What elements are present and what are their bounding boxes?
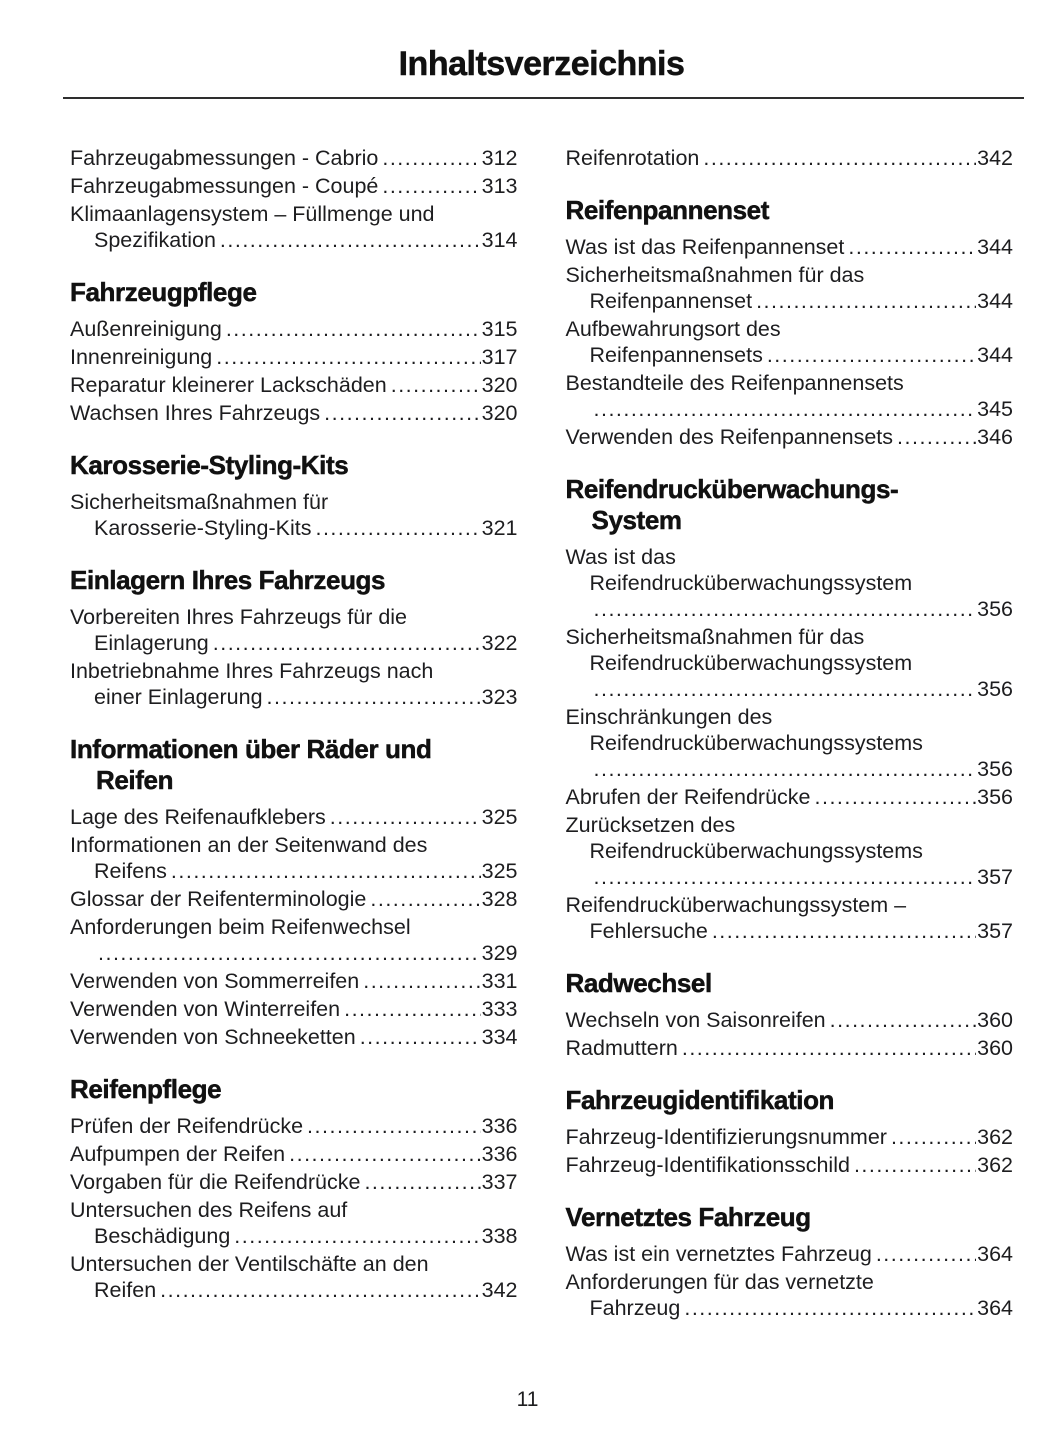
toc-entry-line [70, 858, 518, 884]
dot-leader [594, 596, 977, 622]
toc-entry [566, 1269, 1014, 1321]
dot-leader [213, 630, 481, 656]
toc-entry-page-number: 329 [481, 941, 518, 965]
dot-leader [226, 316, 481, 342]
dot-leader [220, 227, 481, 253]
toc-entry-text: Reifen [94, 1278, 157, 1302]
dot-leader [684, 1295, 976, 1321]
toc-entry-line [70, 1024, 518, 1050]
toc-entry-line [70, 1223, 518, 1249]
toc-entry-line [566, 1124, 1014, 1150]
toc-entry-line [70, 1141, 518, 1167]
toc-entry-text: Verwenden des Reifenpannensets [565, 425, 894, 449]
toc-entry [566, 234, 1014, 260]
toc-entry-line [566, 730, 1014, 756]
toc-entry [70, 372, 518, 398]
toc-entry-page-number: 323 [481, 685, 518, 709]
toc-entry-text: Verwenden von Sommerreifen [70, 969, 360, 993]
toc-entry-line [566, 234, 1014, 260]
toc-entry-text: Bestandteile des Reifenpannensets [565, 371, 904, 395]
toc-entry-line [566, 544, 1014, 570]
toc-entry-page-number: 336 [481, 1114, 518, 1138]
toc-entry [70, 886, 518, 912]
toc-entry-text: Reparatur kleinerer Lackschäden [70, 373, 387, 397]
dot-leader [594, 756, 977, 782]
toc-entry [566, 704, 1014, 782]
toc-entry-text: Reifenpannenset [589, 289, 753, 313]
toc-entry-text: Zurücksetzen des [565, 813, 736, 837]
dot-leader [594, 396, 977, 422]
toc-entry-line [70, 145, 518, 171]
toc-entry-page-number: 344 [977, 343, 1013, 367]
toc-entry-page-number: 336 [481, 1142, 518, 1166]
dot-leader [767, 342, 976, 368]
toc-entry-line [70, 604, 518, 630]
toc-entry-text: Sicherheitsmaßnahmen für [70, 490, 329, 514]
section-heading-line: Reifenpannenset [565, 195, 769, 225]
section-heading [70, 1074, 518, 1105]
toc-entry [70, 968, 518, 994]
toc-entry-page-number: 334 [481, 1025, 518, 1049]
dot-leader [364, 1169, 480, 1195]
toc-entry-page-number: 356 [977, 757, 1013, 781]
toc-entry-text: Reifendrucküberwachungssystem [589, 571, 913, 595]
section-heading [70, 277, 518, 308]
toc-entry-line [70, 489, 518, 515]
toc-entry [70, 604, 518, 656]
toc-entry-text: Beschädigung [94, 1224, 231, 1248]
toc-entry-line [566, 650, 1014, 676]
section-heading [566, 968, 1014, 999]
toc-entry-page-number: 320 [481, 373, 518, 397]
toc-entry-text: Anforderungen beim Reifenwechsel [70, 915, 411, 939]
dot-leader [315, 515, 480, 541]
toc-entry [70, 316, 518, 342]
toc-section [566, 145, 1014, 171]
toc-entry [566, 262, 1014, 314]
toc-entry [70, 173, 518, 199]
toc-entry-page-number: 364 [977, 1296, 1013, 1320]
toc-entry-page-number: 357 [977, 865, 1013, 889]
toc-entry-line [566, 704, 1014, 730]
dot-leader [382, 145, 480, 171]
toc-entry-line [70, 1169, 518, 1195]
toc-entry-text: Was ist ein vernetztes Fahrzeug [565, 1242, 872, 1266]
toc-entry [566, 1124, 1014, 1150]
toc-section [566, 1202, 1014, 1321]
toc-entry-line [566, 1241, 1014, 1267]
toc-entry-line [566, 918, 1014, 944]
dot-leader [363, 968, 480, 994]
toc-entry-page-number: 356 [977, 677, 1013, 701]
toc-entry-page-number: 338 [481, 1224, 518, 1248]
toc-entry-line [70, 940, 518, 966]
dot-leader [876, 1241, 976, 1267]
toc-entry-page-number: 356 [977, 597, 1013, 621]
toc-entry-line [70, 658, 518, 684]
toc-entry-text: Was ist das Reifenpannenset [565, 235, 845, 259]
toc-entry-text: Wechseln von Saisonreifen [565, 1008, 826, 1032]
toc-entry [566, 1035, 1014, 1061]
toc-entry-text: Vorbereiten Ihres Fahrzeugs für die [70, 605, 408, 629]
toc-section [70, 277, 518, 426]
toc-entry [70, 804, 518, 830]
dot-leader [370, 886, 480, 912]
toc-entry-line [566, 570, 1014, 596]
section-heading-line: Fahrzeugpflege [70, 277, 257, 307]
toc-entry-line [70, 1251, 518, 1277]
toc-entry [70, 201, 518, 253]
toc-entry-text: Reifenrotation [565, 146, 700, 170]
toc-entry [70, 489, 518, 541]
toc-entry-page-number: 325 [481, 859, 518, 883]
toc-entry [566, 812, 1014, 890]
toc-entry-text: Inbetriebnahme Ihres Fahrzeugs nach [70, 659, 434, 683]
toc-entry [566, 370, 1014, 422]
dot-leader [391, 372, 481, 398]
toc-entry-text: Einschränkungen des [565, 705, 773, 729]
toc-section [566, 968, 1014, 1061]
toc-entry-text: Fahrzeug-Identifikationsschild [565, 1153, 850, 1177]
section-heading-line: System [591, 505, 682, 535]
toc-entry-line [566, 1007, 1014, 1033]
dot-leader [891, 1124, 976, 1150]
toc-entry-line [566, 316, 1014, 342]
toc-entry-text: Verwenden von Winterreifen [70, 997, 341, 1021]
toc-entry [566, 1152, 1014, 1178]
toc-entry-text: Verwenden von Schneeketten [70, 1025, 356, 1049]
toc-entry [566, 544, 1014, 622]
toc-entry-text: Fahrzeugabmessungen - Coupé [70, 174, 379, 198]
toc-entry [566, 145, 1014, 171]
toc-entry-line [70, 1277, 518, 1303]
toc-left-column [70, 145, 518, 1323]
toc-columns [70, 145, 1013, 1323]
toc-entry-line [70, 914, 518, 940]
dot-leader [160, 1277, 480, 1303]
toc-entry [566, 1007, 1014, 1033]
dot-leader [594, 864, 977, 890]
toc-entry-line [70, 344, 518, 370]
toc-entry-text: Anforderungen für das vernetzte [565, 1270, 874, 1294]
dot-leader [330, 804, 481, 830]
toc-entry-line [566, 812, 1014, 838]
toc-entry-text: Außenreinigung [70, 317, 222, 341]
section-heading [566, 195, 1014, 226]
toc-entry-line [70, 227, 518, 253]
toc-entry [70, 832, 518, 884]
toc-entry [70, 344, 518, 370]
toc-entry-line [70, 173, 518, 199]
section-heading [566, 474, 1014, 536]
toc-entry-text: Informationen an der Seitenwand des [70, 833, 428, 857]
toc-entry-text: Spezifikation [94, 228, 216, 252]
toc-entry-page-number: 317 [481, 345, 518, 369]
toc-entry-line [70, 515, 518, 541]
page-number: 11 [516, 1388, 539, 1411]
toc-entry-text: Was ist das [565, 545, 676, 569]
toc-entry-text: Untersuchen des Reifens auf [70, 1198, 348, 1222]
toc-entry-page-number: 337 [481, 1170, 518, 1194]
section-heading-line: Radwechsel [565, 968, 712, 998]
section-heading [70, 565, 518, 596]
toc-entry [566, 424, 1014, 450]
toc-entry-text: Lage des Reifenaufklebers [70, 805, 326, 829]
toc-entry-text: Fehlersuche [589, 919, 708, 943]
toc-entry-line [70, 1113, 518, 1139]
toc-section [566, 195, 1014, 450]
section-heading-line: Reifenpflege [70, 1074, 222, 1104]
toc-entry-text: Prüfen der Reifendrücke [70, 1114, 304, 1138]
toc-section [70, 734, 518, 1050]
toc-entry [566, 624, 1014, 702]
toc-section [566, 474, 1014, 944]
toc-entry [566, 784, 1014, 810]
toc-entry [70, 658, 518, 710]
toc-entry-page-number: 345 [977, 397, 1013, 421]
dot-leader [98, 940, 481, 966]
section-heading [566, 1085, 1014, 1116]
toc-entry-text: Radmuttern [565, 1036, 678, 1060]
title-divider [63, 97, 1024, 99]
toc-entry-text: Innenreinigung [70, 345, 213, 369]
toc-entry-page-number: 315 [481, 317, 518, 341]
toc-entry-page-number: 344 [977, 235, 1013, 259]
toc-entry [566, 1241, 1014, 1267]
dot-leader [756, 288, 976, 314]
toc-entry-text: Reifens [94, 859, 167, 883]
dot-leader [854, 1152, 976, 1178]
toc-entry-line [566, 288, 1014, 314]
toc-entry-line [566, 370, 1014, 396]
toc-entry-line [70, 832, 518, 858]
toc-entry-text: Fahrzeug-Identifizierungsnummer [565, 1125, 887, 1149]
toc-entry-line [566, 342, 1014, 368]
toc-entry-text: Abrufen der Reifendrücke [565, 785, 811, 809]
dot-leader [830, 1007, 976, 1033]
dot-leader [382, 173, 480, 199]
page-header [70, 44, 1013, 99]
section-heading [70, 734, 518, 796]
section-heading-line: Einlagern Ihres Fahrzeugs [70, 565, 386, 595]
toc-entry-line [566, 596, 1014, 622]
toc-entry [70, 1113, 518, 1139]
toc-entry-page-number: 360 [977, 1008, 1013, 1032]
toc-entry-page-number: 364 [977, 1242, 1013, 1266]
toc-entry-line [566, 864, 1014, 890]
toc-section [566, 1085, 1014, 1178]
toc-entry [566, 892, 1014, 944]
dot-leader [360, 1024, 481, 1050]
toc-entry-text: Glossar der Reifenterminologie [70, 887, 367, 911]
toc-entry-page-number: 320 [481, 401, 518, 425]
section-heading-line: Karosserie-Styling-Kits [70, 450, 349, 480]
section-heading [70, 450, 518, 481]
toc-section [70, 450, 518, 541]
toc-entry-text: einer Einlagerung [94, 685, 263, 709]
dot-leader [216, 344, 480, 370]
section-heading-line: Reifendrucküberwachungs- [565, 474, 899, 504]
dot-leader [848, 234, 976, 260]
toc-entry-page-number: 344 [977, 289, 1013, 313]
toc-entry-page-number: 313 [481, 174, 518, 198]
toc-entry-line [566, 1295, 1014, 1321]
toc-entry-line [70, 804, 518, 830]
toc-entry-page-number: 362 [977, 1125, 1013, 1149]
dot-leader [897, 424, 976, 450]
toc-entry-line [566, 262, 1014, 288]
section-heading-line: Informationen über Räder und [70, 734, 432, 764]
toc-entry-page-number: 322 [481, 631, 518, 655]
toc-entry-text: Untersuchen der Ventilschäfte an den [70, 1252, 429, 1276]
toc-entry-page-number: 321 [481, 516, 518, 540]
toc-entry-page-number: 312 [481, 146, 518, 170]
toc-entry-line [70, 372, 518, 398]
dot-leader [267, 684, 481, 710]
toc-entry [70, 914, 518, 966]
toc-entry-text: Reifendrucküberwachungssystem – [565, 893, 907, 917]
dot-leader [712, 918, 976, 944]
toc-entry-line [70, 968, 518, 994]
toc-entry-text: Aufpumpen der Reifen [70, 1142, 286, 1166]
toc-entry-page-number: 333 [481, 997, 518, 1021]
dot-leader [682, 1035, 976, 1061]
toc-entry [70, 1251, 518, 1303]
toc-entry [566, 316, 1014, 368]
toc-entry-text: Klimaanlagensystem – Füllmenge und [70, 202, 435, 226]
page-title: Inhaltsverzeichnis [398, 45, 685, 83]
toc-entry-line [566, 892, 1014, 918]
dot-leader [307, 1113, 481, 1139]
toc-entry-text: Vorgaben für die Reifendrücke [70, 1170, 361, 1194]
dot-leader [344, 996, 481, 1022]
toc-entry-line [566, 145, 1014, 171]
section-heading [566, 1202, 1014, 1233]
toc-entry-line [566, 396, 1014, 422]
toc-entry-page-number: 314 [481, 228, 518, 252]
toc-entry-line [70, 684, 518, 710]
toc-entry-line [70, 201, 518, 227]
section-heading-line: Vernetztes Fahrzeug [565, 1202, 811, 1232]
toc-entry [70, 996, 518, 1022]
toc-entry-text: Fahrzeug [589, 1296, 681, 1320]
toc-section [70, 565, 518, 710]
toc-entry-line [566, 624, 1014, 650]
toc-entry-line [70, 1197, 518, 1223]
toc-entry-text: Sicherheitsmaßnahmen für das [565, 625, 865, 649]
toc-entry-page-number: 346 [977, 425, 1013, 449]
toc-entry-line [70, 316, 518, 342]
toc-entry-text: Wachsen Ihres Fahrzeugs [70, 401, 321, 425]
toc-entry-line [70, 886, 518, 912]
dot-leader [594, 676, 977, 702]
toc-entry-line [566, 1035, 1014, 1061]
toc-entry-page-number: 360 [977, 1036, 1013, 1060]
toc-entry-page-number: 331 [481, 969, 518, 993]
section-heading-line: Fahrzeugidentifikation [565, 1085, 835, 1115]
toc-entry-page-number: 362 [977, 1153, 1013, 1177]
toc-entry-text: Reifendrucküberwachungssystems [589, 731, 923, 755]
toc-entry-line [566, 1152, 1014, 1178]
toc-entry [70, 1024, 518, 1050]
dot-leader [171, 858, 481, 884]
toc-entry-text: Reifendrucküberwachungssystems [589, 839, 923, 863]
toc-entry-page-number: 342 [977, 146, 1013, 170]
toc-entry-line [566, 784, 1014, 810]
toc-entry-line [566, 1269, 1014, 1295]
toc-entry [70, 400, 518, 426]
toc-entry-page-number: 325 [481, 805, 518, 829]
toc-entry [70, 1169, 518, 1195]
toc-entry-line [566, 676, 1014, 702]
toc-entry-line [566, 756, 1014, 782]
toc-right-column [566, 145, 1014, 1323]
toc-entry-line [566, 838, 1014, 864]
toc-entry-page-number: 328 [481, 887, 518, 911]
toc-entry-page-number: 356 [977, 785, 1013, 809]
toc-entry-line [566, 424, 1014, 450]
dot-leader [703, 145, 976, 171]
toc-entry-line [70, 400, 518, 426]
toc-section [70, 145, 518, 253]
toc-entry-page-number: 357 [977, 919, 1013, 943]
toc-entry-text: Reifendrucküberwachungssystem [589, 651, 913, 675]
toc-entry-text: Karosserie-Styling-Kits [94, 516, 312, 540]
toc-entry-line [70, 996, 518, 1022]
toc-entry-text: Sicherheitsmaßnahmen für das [565, 263, 865, 287]
dot-leader [234, 1223, 480, 1249]
toc-entry-line [70, 630, 518, 656]
dot-leader [324, 400, 480, 426]
dot-leader [815, 784, 977, 810]
toc-entry-text: Reifenpannensets [589, 343, 763, 367]
toc-entry-text: Fahrzeugabmessungen - Cabrio [70, 146, 379, 170]
toc-entry [70, 145, 518, 171]
toc-entry-text: Aufbewahrungsort des [565, 317, 781, 341]
dot-leader [289, 1141, 480, 1167]
section-heading-line: Reifen [96, 765, 174, 795]
toc-section [70, 1074, 518, 1303]
toc-entry [70, 1197, 518, 1249]
toc-entry [70, 1141, 518, 1167]
toc-entry-text: Einlagerung [94, 631, 209, 655]
toc-entry-page-number: 342 [481, 1278, 518, 1302]
